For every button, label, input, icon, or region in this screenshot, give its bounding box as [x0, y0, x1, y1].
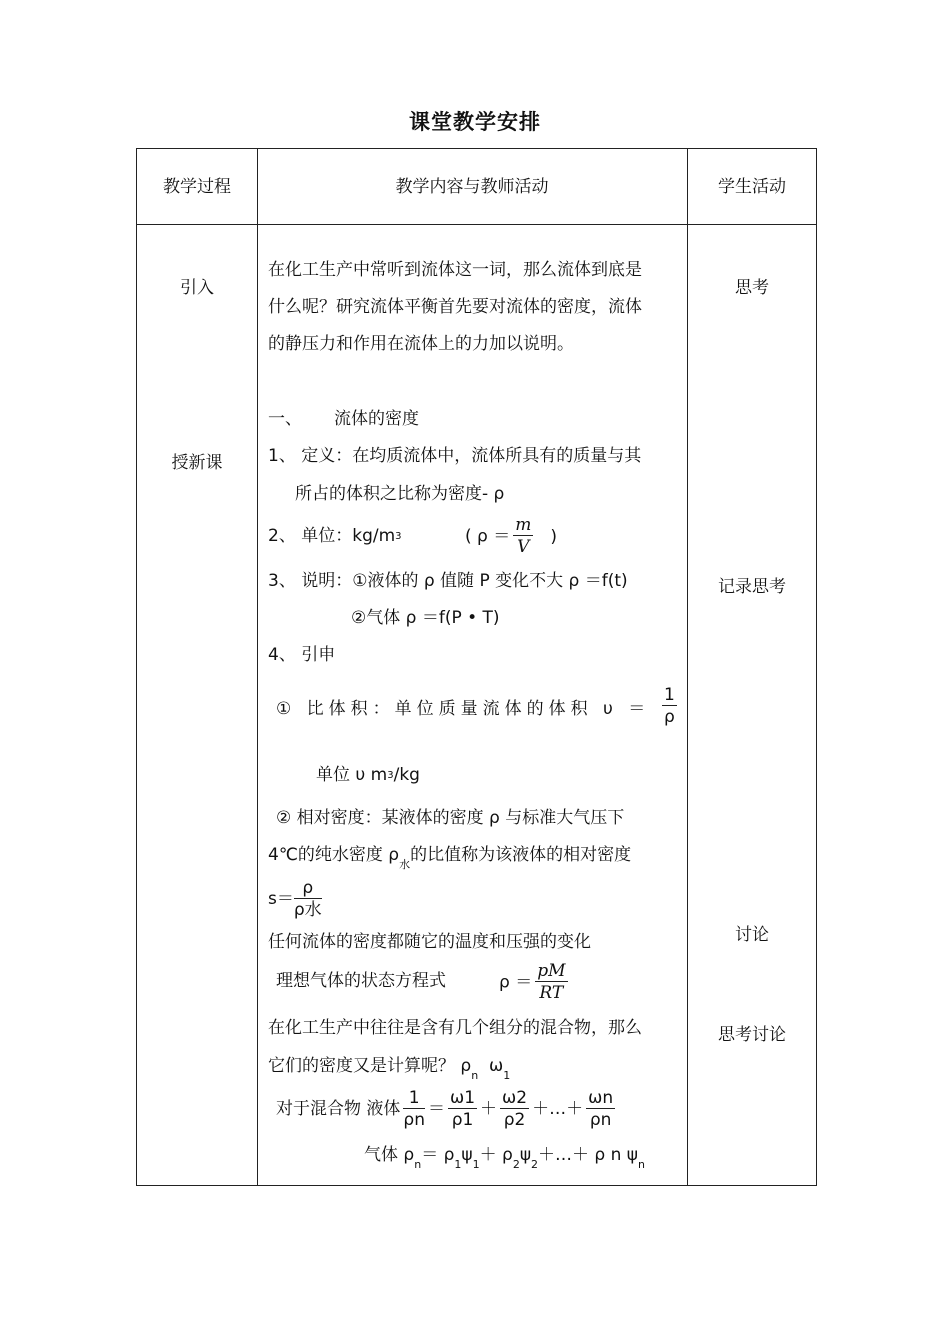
header-student-activity: 学生活动 [718, 177, 786, 197]
definition-line-2: 所占的体积之比称为密度- ρ [295, 484, 505, 504]
specific-volume-unit [316, 765, 420, 788]
relative-density-line-2 [268, 845, 632, 871]
density-formula-left: ( ρ ＝ [465, 526, 511, 547]
gas-tail: ＋…＋ ρ n ψ [538, 1145, 639, 1165]
lesson-table [136, 148, 817, 1186]
unit-label: 2、 单位：kg/m [268, 526, 396, 546]
mixture-line-1: 在化工生产中往往是含有几个组分的混合物，那么 [268, 1018, 642, 1038]
relative-density-line-1: ② 相对密度：某液体的密度 ρ 与标准大气压下 [276, 808, 625, 828]
header-teaching-process: 教学过程 [163, 177, 231, 197]
gas-mixture-formula [364, 1145, 646, 1171]
liquid-equals: ＝ [427, 1099, 445, 1119]
section-heading: 流体的密度 [334, 409, 419, 429]
gas-rho: 气体 ρ [364, 1145, 415, 1165]
column-divider [257, 149, 258, 1185]
gas-plus-rho: ＋ ρ [479, 1145, 513, 1165]
gas-eq-rho: ＝ ρ [421, 1145, 455, 1165]
relative-density-s: s＝ [268, 889, 294, 909]
density-fraction-numerator: m [515, 515, 532, 535]
liquid-f3-numerator: ω2 [502, 1087, 528, 1108]
density-fraction [513, 515, 533, 558]
mixture-line-2-text: 它们的密度又是计算呢？ ρ [268, 1056, 472, 1076]
liquid-f1-numerator: 1 [403, 1088, 425, 1109]
intro-line-1: 在化工生产中常听到流体这一词，那么流体到底是 [268, 260, 642, 280]
relative-density-fraction [294, 878, 322, 921]
density-fraction-denominator: V [517, 537, 530, 557]
section-number: 一、 [268, 409, 302, 429]
ideal-gas-rho: ρ ＝ [499, 972, 533, 993]
gas-sub-1b: 1 [472, 1158, 480, 1171]
liquid-f1-denominator: ρn [403, 1109, 425, 1130]
page-title: 课堂教学安排 [409, 110, 541, 134]
specific-volume-unit-tail: /kg [393, 765, 420, 785]
relative-density-numerator: ρ [294, 878, 322, 899]
ideal-gas-numerator: pM [537, 961, 566, 981]
note-line-2: ②气体 ρ ＝f(P • T) [351, 608, 500, 628]
gas-psi-2: ψ [519, 1145, 532, 1165]
student-activity-record-think: 记录思考 [718, 577, 786, 597]
intro-line-2: 什么呢？研究流体平衡首先要对流体的密度，流体 [268, 297, 642, 317]
mixture-omega: ω [489, 1056, 504, 1076]
student-activity-discuss: 讨论 [735, 925, 769, 945]
liquid-f4-denominator: ρn [589, 1109, 612, 1130]
gas-sub-1: 1 [454, 1158, 462, 1171]
extension-heading: 4、 引申 [268, 645, 336, 665]
liquid-plus: ＋ [480, 1099, 498, 1119]
student-activity-think: 思考 [735, 278, 769, 298]
liquid-mixture-label: 对于混合物 液体 [276, 1099, 401, 1119]
ideal-gas-fraction [535, 961, 567, 1004]
ideal-gas-formula [499, 961, 571, 1004]
relative-density-line-2-text: 4℃的纯水密度 ρ [268, 845, 400, 865]
header-divider [137, 224, 816, 225]
unit-superscript: 3 [395, 531, 402, 542]
specific-volume-denominator: ρ [664, 707, 675, 727]
density-variation-line: 任何流体的密度都随它的温度和压强的变化 [268, 932, 591, 952]
ideal-gas-label: 理想气体的状态方程式 [276, 971, 446, 991]
liquid-f2-denominator: ρ1 [451, 1109, 474, 1130]
relative-density-water-sub: 水 [399, 858, 411, 871]
gas-psi: ψ [461, 1145, 473, 1165]
specific-volume-unit-sup: 3 [387, 770, 394, 781]
specific-volume-line: ① 比体积：单位质量流体的体积 υ ＝ [276, 699, 651, 719]
gas-sub-2b: 2 [531, 1158, 539, 1171]
mixture-line-2 [268, 1056, 511, 1082]
header-content-teacher-activity: 教学内容与教师活动 [395, 177, 549, 197]
relative-density-line-2-tail: 的比值称为该液体的相对密度 [410, 845, 632, 865]
liquid-f4-numerator: ωn [588, 1087, 614, 1108]
definition-line-1: 1、 定义：在均质流体中，流体所具有的质量与其 [268, 446, 642, 466]
density-formula-right: ) [550, 526, 557, 547]
liquid-mixture-formula [276, 1087, 618, 1131]
mixture-sub-1: 1 [503, 1069, 511, 1082]
intro-line-3: 的静压力和作用在流体上的力加以说明。 [268, 334, 574, 354]
stage-new-lesson: 授新课 [171, 453, 223, 473]
student-activity-think-discuss: 思考讨论 [718, 1025, 786, 1045]
density-formula [465, 515, 557, 558]
stage-intro: 引入 [180, 278, 214, 298]
specific-volume-unit-text: 单位 υ m [316, 765, 388, 785]
liquid-ellipsis: ＋…＋ [532, 1099, 584, 1119]
unit-line [268, 526, 402, 549]
liquid-f2-numerator: ω1 [449, 1087, 476, 1108]
gas-sub-n: n [414, 1158, 422, 1171]
liquid-f3-denominator: ρ2 [503, 1109, 526, 1130]
ideal-gas-denominator: RT [539, 983, 564, 1003]
specific-volume-numerator: 1 [664, 685, 675, 705]
gas-sub-2: 2 [512, 1158, 520, 1171]
mixture-sub-n: n [471, 1069, 479, 1082]
specific-volume-fraction [659, 685, 680, 728]
note-line-1: 3、 说明：①液体的 ρ 值随 P 变化不大 ρ ＝f(t) [268, 571, 628, 591]
relative-density-formula [268, 877, 325, 921]
relative-density-denominator: ρ水 [293, 899, 322, 920]
gas-sub-n-end: n [638, 1158, 646, 1171]
